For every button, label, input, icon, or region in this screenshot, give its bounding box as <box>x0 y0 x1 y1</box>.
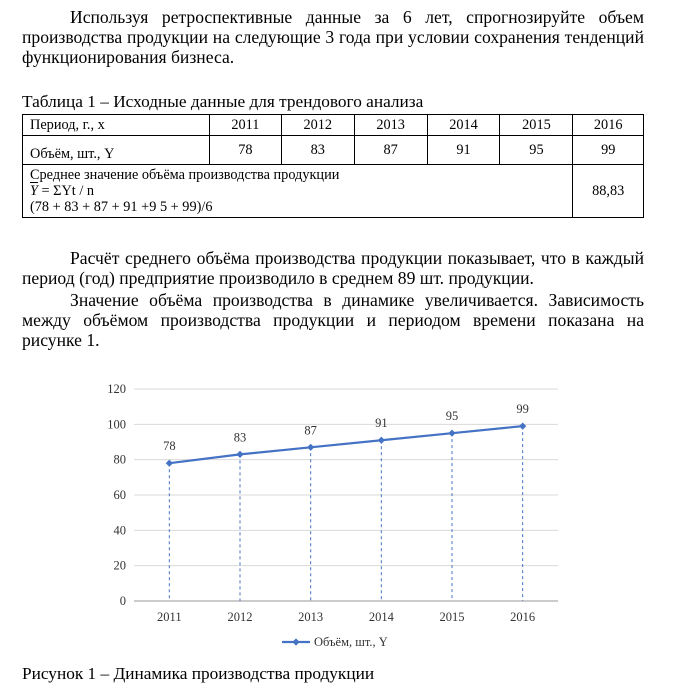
x-axis-ticks <box>157 610 535 624</box>
table-row-mean <box>23 165 644 218</box>
drop-lines <box>169 426 522 601</box>
x-tick-label: 2013 <box>298 610 324 624</box>
y-tick-label: 80 <box>113 452 126 467</box>
year-cell: 2015 <box>500 115 573 136</box>
analysis-paragraph: Расчёт среднего объёма производства продукции показывает, что в каждый период (год) предприятие производило в среднем 89 шт. продукции. <box>22 248 644 288</box>
chart-gridlines <box>134 389 558 601</box>
data-label: 99 <box>516 402 529 417</box>
year-cell: 2016 <box>573 115 644 136</box>
mean-calculation: (78 + 83 + 87 + 91 +9 5 + 99)/6 <box>30 199 213 215</box>
mean-formula-ybar: $\overline{Y}$ <box>30 183 38 199</box>
x-tick-label: 2015 <box>439 610 465 624</box>
y-tick-label: 60 <box>113 488 126 502</box>
series-polyline <box>169 426 522 463</box>
mean-formula-rest: = ΣYt / n <box>37 183 95 199</box>
x-tick-label: 2012 <box>227 610 253 624</box>
data-point-marker <box>519 423 526 430</box>
data-point-marker <box>236 451 243 458</box>
volume-cell: 91 <box>427 136 500 165</box>
mean-label: Среднее значение объёма производства продукции <box>30 167 340 183</box>
y-tick-label: 100 <box>107 417 126 432</box>
table-row-volume <box>23 136 644 165</box>
x-tick-label: 2016 <box>510 610 536 624</box>
year-cell: 2013 <box>354 115 427 136</box>
x-tick-label: 2011 <box>157 610 182 624</box>
year-cell: 2012 <box>281 115 354 136</box>
period-label-cell: Период, г., x <box>23 115 210 136</box>
legend-marker <box>292 638 299 645</box>
data-labels <box>163 402 529 453</box>
year-cell: 2014 <box>427 115 500 136</box>
mean-value-cell: 88,83 <box>573 165 644 218</box>
volume-cell: 87 <box>354 136 427 165</box>
data-label: 83 <box>233 430 247 445</box>
mean-formula <box>30 183 568 199</box>
intro-paragraph: Используя ретроспективные данные за 6 лет, спрогнозируйте объем производства продукции на следующие 3 года при условии сохранения тенденций функционирования бизнеса. <box>22 7 644 67</box>
volume-cell: 99 <box>573 136 644 165</box>
data-label: 78 <box>163 439 176 454</box>
production-line-chart <box>90 372 570 660</box>
data-point-marker <box>378 437 385 444</box>
table-caption: Таблица 1 – Исходные данные для трендового анализа <box>22 92 424 111</box>
chart-legend <box>282 635 388 649</box>
volume-label-cell: Объём, шт., Y <box>23 136 210 165</box>
volume-cell: 78 <box>209 136 281 165</box>
volume-cell: 83 <box>281 136 354 165</box>
volume-cell: 95 <box>500 136 573 165</box>
data-label: 91 <box>375 416 388 431</box>
data-label: 95 <box>445 409 459 424</box>
mean-formula-cell <box>23 165 573 218</box>
y-axis-ticks <box>107 382 126 608</box>
y-tick-label: 20 <box>113 558 126 573</box>
legend-label: Объём, шт., Y <box>314 635 388 649</box>
data-point-marker <box>448 430 455 437</box>
y-tick-label: 120 <box>107 382 126 396</box>
data-label: 87 <box>304 423 317 438</box>
y-tick-label: 0 <box>119 594 126 608</box>
table-row-period <box>23 115 644 136</box>
figure-caption: Рисунок 1 – Динамика производства продукции <box>22 664 375 683</box>
data-point-marker <box>166 460 173 467</box>
source-data-table <box>22 114 644 218</box>
dynamics-paragraph: Значение объёма производства в динамике увеличивается. Зависимость между объёмом производства продукции и периодом времени показана на рисунке 1. <box>22 290 644 350</box>
year-cell: 2011 <box>209 115 281 136</box>
x-tick-label: 2014 <box>368 610 394 624</box>
data-point-marker <box>307 444 314 451</box>
y-tick-label: 40 <box>113 523 126 538</box>
